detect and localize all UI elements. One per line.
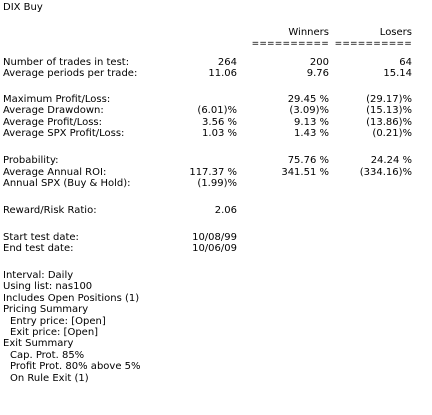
report-title: DIX Buy — [3, 2, 43, 13]
summary-line: On Rule Exit (1) — [10, 373, 89, 384]
row-label: Average SPX Profit/Loss: — [3, 128, 125, 139]
row-losers-value: (13.86)% — [366, 117, 412, 128]
row-label: Probability: — [3, 155, 59, 166]
row-losers-value: (29.17)% — [366, 94, 412, 105]
row-label: End test date: — [3, 243, 74, 254]
row-winners-value: 9.76 — [306, 68, 329, 79]
summary-line: Using list: nas100 — [3, 281, 93, 292]
losers-header-rule: ========== — [334, 39, 412, 49]
row-winners-value: 9.13 % — [294, 117, 329, 128]
winners-header: Winners — [288, 27, 329, 38]
losers-header: Losers — [379, 27, 412, 38]
row-all-value: 11.06 — [208, 68, 237, 79]
row-all-value: 117.37 % — [189, 167, 237, 178]
row-losers-value: (0.21)% — [372, 128, 412, 139]
row-losers-value: 15.14 — [383, 68, 412, 79]
row-all-value: 10/06/09 — [192, 243, 237, 254]
row-all-value: 2.06 — [214, 205, 237, 216]
row-all-value: (1.99)% — [197, 178, 237, 189]
row-losers-value: 24.24 % — [370, 155, 412, 166]
row-losers-value: (15.13)% — [366, 105, 412, 116]
row-label: Average Profit/Loss: — [3, 117, 102, 128]
row-losers-value: 64 — [399, 57, 412, 68]
winners-header-rule: ========== — [251, 39, 329, 49]
row-label: Average Drawdown: — [3, 105, 104, 116]
row-all-value: 3.56 % — [202, 117, 237, 128]
row-winners-value: 341.51 % — [281, 167, 329, 178]
summary-line: Profit Prot. 80% above 5% — [10, 361, 141, 372]
row-all-value: 10/08/99 — [192, 232, 237, 243]
summary-line: Cap. Prot. 85% — [10, 350, 85, 361]
row-losers-value: (334.16)% — [359, 167, 412, 178]
row-winners-value: 75.76 % — [287, 155, 329, 166]
summary-line: Includes Open Positions (1) — [3, 293, 140, 304]
row-label: Number of trades in test: — [3, 57, 130, 68]
summary-line: Interval: Daily — [3, 270, 74, 281]
summary-line: Pricing Summary — [3, 304, 89, 315]
row-winners-value: 200 — [309, 57, 329, 68]
row-winners-value: 1.43 % — [294, 128, 329, 139]
row-label: Maximum Profit/Loss: — [3, 94, 111, 105]
row-label: Annual SPX (Buy & Hold): — [3, 178, 131, 189]
summary-line: Exit Summary — [3, 338, 74, 349]
row-all-value: (6.01)% — [197, 105, 237, 116]
row-winners-value: 29.45 % — [287, 94, 329, 105]
row-label: Start test date: — [3, 232, 79, 243]
row-all-value: 1.03 % — [202, 128, 237, 139]
row-all-value: 264 — [217, 57, 237, 68]
row-label: Average periods per trade: — [3, 68, 138, 79]
summary-line: Entry price: [Open] — [10, 316, 106, 327]
row-label: Reward/Risk Ratio: — [3, 205, 97, 216]
summary-line: Exit price: [Open] — [10, 327, 99, 338]
row-winners-value: (3.09)% — [289, 105, 329, 116]
row-label: Average Annual ROI: — [3, 167, 107, 178]
